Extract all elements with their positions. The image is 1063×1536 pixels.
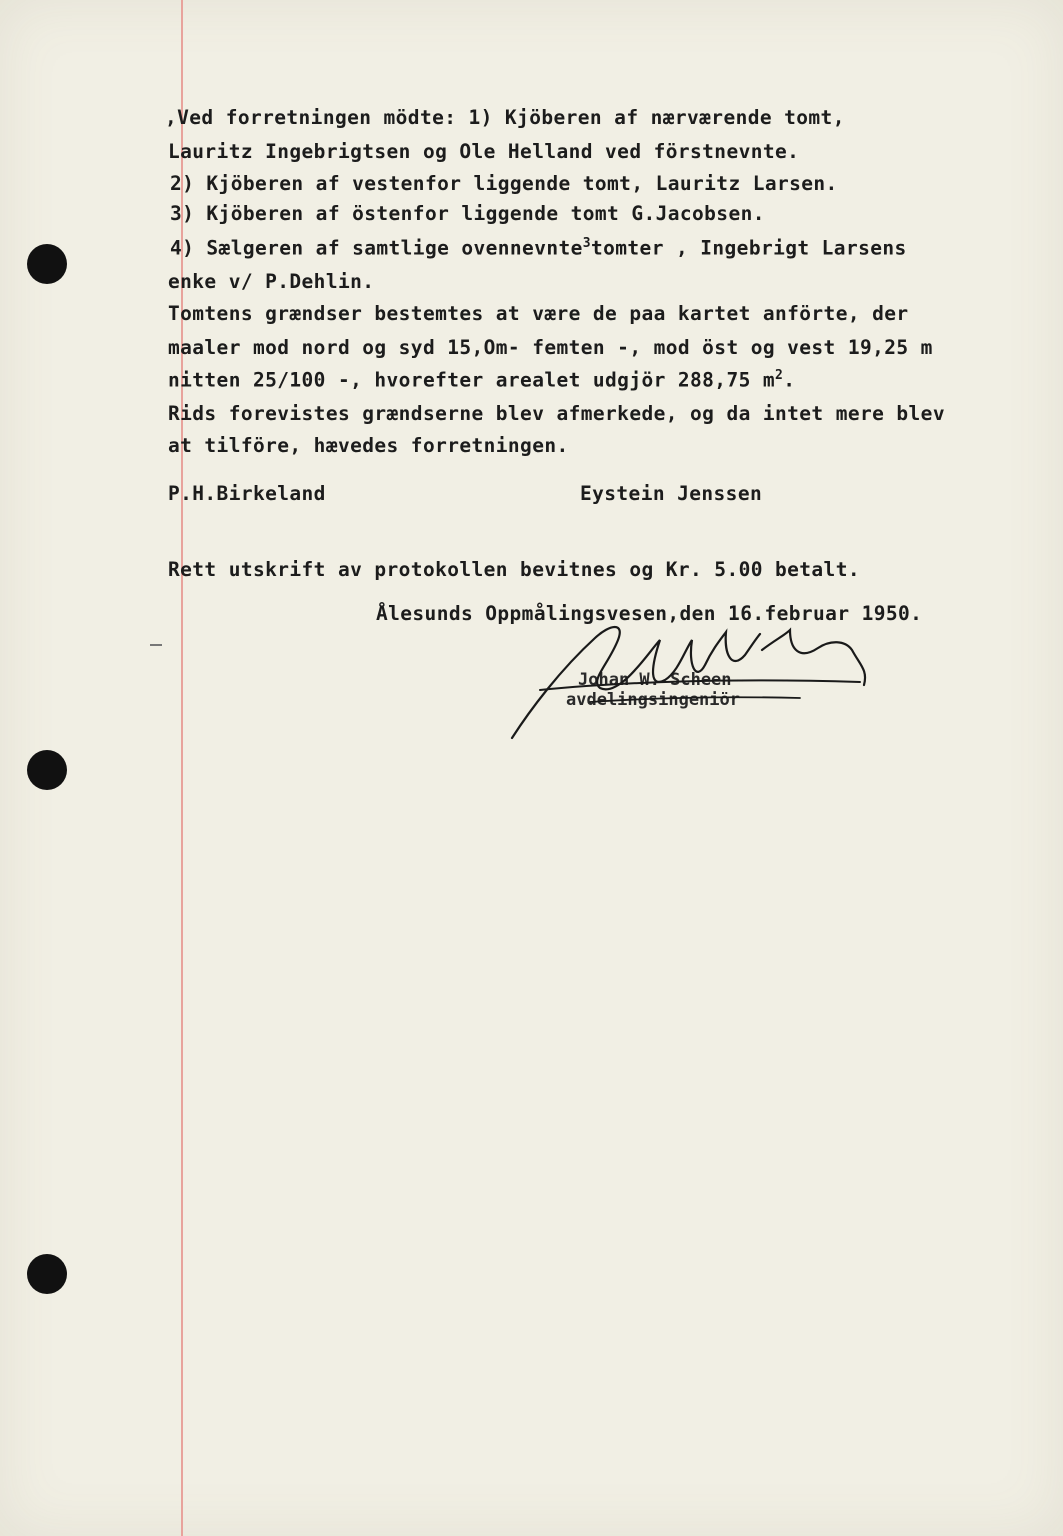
- signatory-left: P.H.Birkeland: [168, 482, 326, 505]
- punch-hole-top: [27, 244, 67, 284]
- signatory-right: Eystein Jenssen: [580, 482, 763, 505]
- text-line-3: 2) Kjöberen af vestenfor liggende tomt, Lauritz Larsen.: [170, 172, 838, 195]
- certification-line: Rett utskrift av protokollen bevitnes og Kr. 5.00 betalt.: [168, 558, 860, 581]
- signer-title: avdelingsingeniör: [566, 690, 740, 710]
- text-line-6: enke v/ P.Dehlin.: [168, 270, 375, 293]
- superscript-3: 3: [582, 236, 591, 251]
- text-line-1: ,Ved forretningen mödte: 1) Kjöberen af nærværende tomt,: [165, 106, 845, 129]
- text-line-9: [168, 368, 795, 392]
- text-line-5-b: tomter , Ingebrigt Larsens: [591, 236, 907, 260]
- margin-rule: [181, 0, 183, 1536]
- text-line-8: maaler mod nord og syd 15,Om- femten -, mod öst og vest 19,25 m: [168, 336, 933, 359]
- text-line-4: 3) Kjöberen af östenfor liggende tomt G.Jacobsen.: [170, 202, 765, 225]
- text-line-2: Lauritz Ingebrigtsen og Ole Helland ved förstnevnte.: [168, 140, 800, 163]
- punch-hole-bottom: [27, 1254, 67, 1294]
- text-line-11: at tilföre, hævedes forretningen.: [168, 434, 569, 457]
- handwritten-signature: [500, 610, 880, 750]
- signer-name: Johan W. Scheen: [578, 670, 732, 690]
- text-line-9-b: .: [783, 368, 796, 392]
- text-line-5-a: 4) Sælgeren af samtlige ovennevnte: [170, 236, 583, 260]
- text-line-5: [170, 236, 907, 260]
- place-date-line: Ålesunds Oppmålingsvesen,den 16.februar 1950.: [376, 602, 923, 625]
- superscript-2: 2: [775, 368, 784, 383]
- margin-dash: [150, 644, 162, 646]
- text-line-9-a: nitten 25/100 -, hvorefter arealet udgjör 288,75 m: [168, 368, 775, 392]
- text-line-7: Tomtens grændser bestemtes at være de paa kartet anförte, der: [168, 302, 909, 325]
- text-line-10: Rids forevistes grændserne blev afmerkede, og da intet mere blev: [168, 402, 945, 425]
- punch-hole-middle: [27, 750, 67, 790]
